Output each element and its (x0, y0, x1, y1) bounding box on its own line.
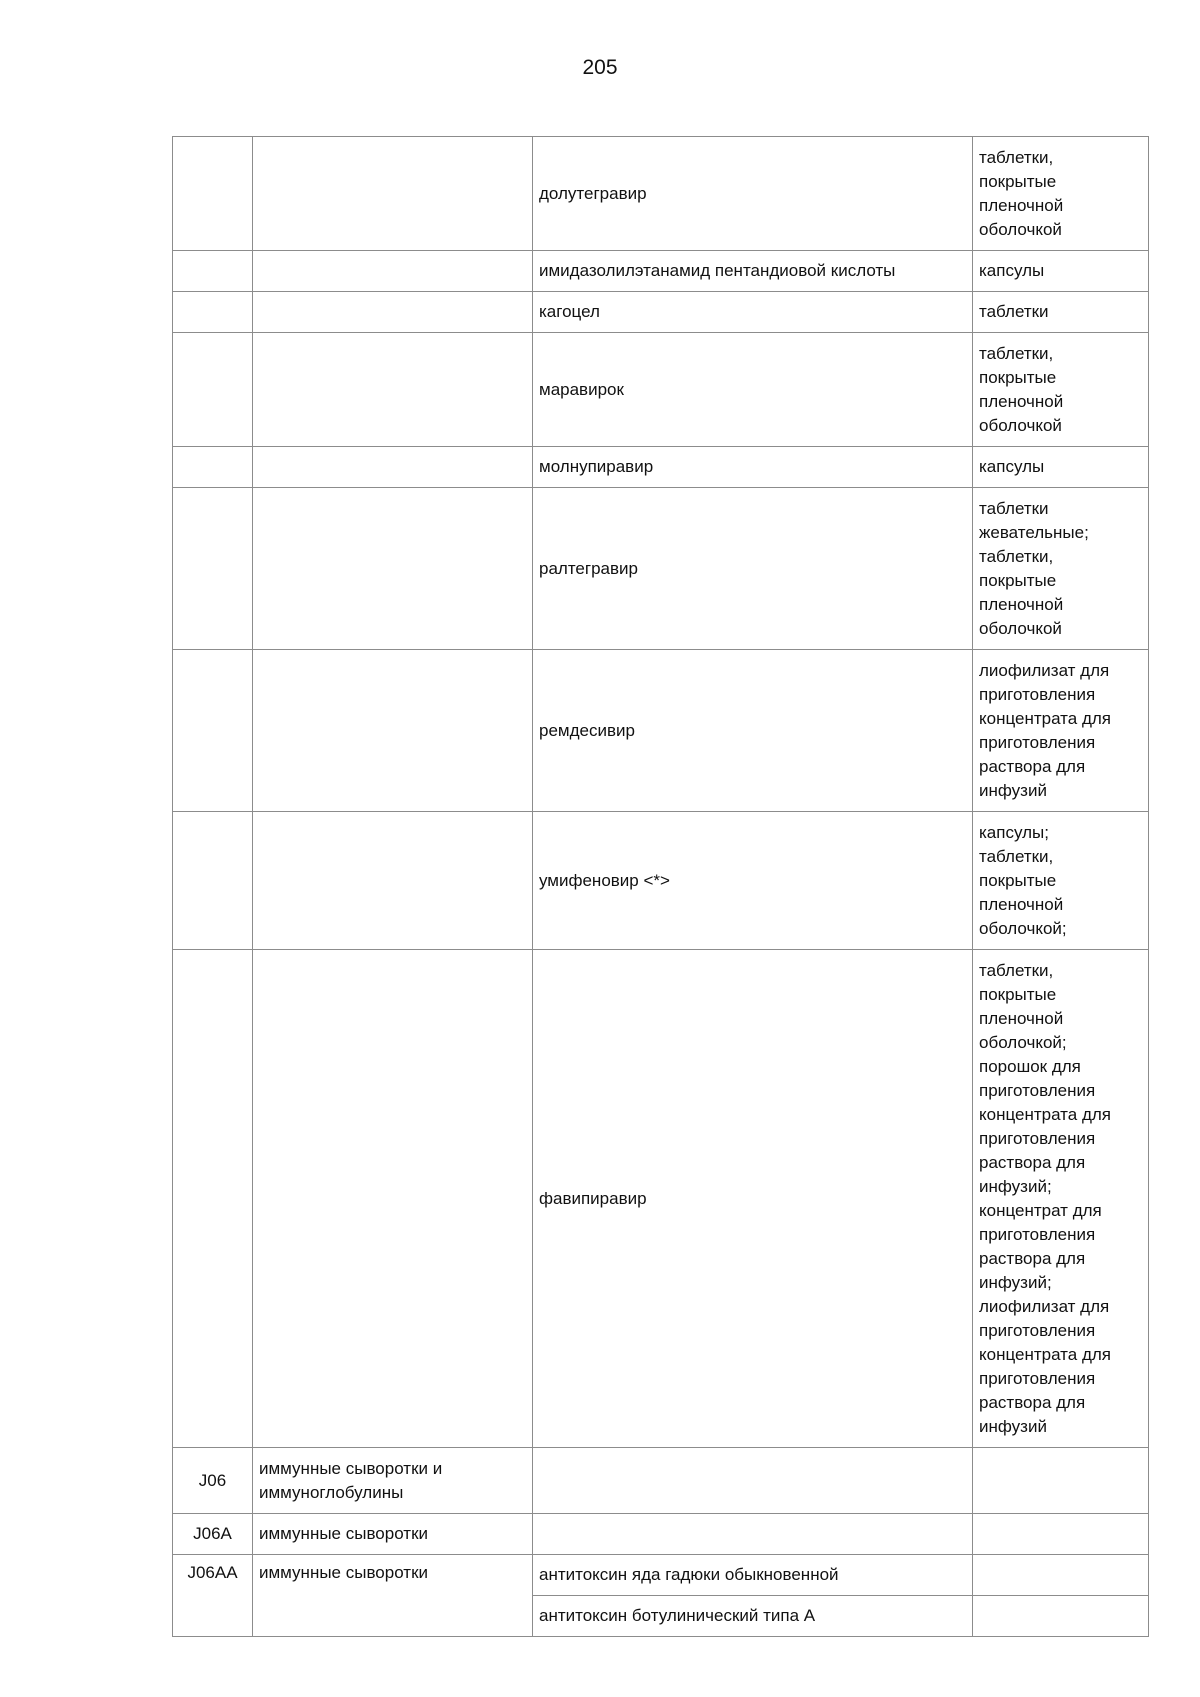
drug-name-cell: имидазолилэтанамид пентандиовой кислоты (533, 251, 973, 292)
dosage-form-cell (973, 137, 1149, 251)
drug-name-cell: маравирок (533, 333, 973, 447)
drug-name-cell: долутегравир (533, 137, 973, 251)
dosage-form-line: оболочкой; (979, 918, 1067, 938)
dosage-form-line: инфузий; (979, 1272, 1052, 1292)
table-row (173, 488, 1149, 650)
group-cell (253, 447, 533, 488)
dosage-form-cell (973, 292, 1149, 333)
dosage-form-line: лиофилизат для (979, 1296, 1110, 1316)
dosage-form-line: покрытые (979, 570, 1057, 590)
dosage-form-line: таблетки, (979, 846, 1054, 866)
dosage-form-line: покрытые (979, 171, 1057, 191)
drug-name-cell: фавипиравир (533, 950, 973, 1448)
dosage-form-line: приготовления (979, 1224, 1096, 1244)
drug-name-cell: антитоксин яда гадюки обыкновенной (533, 1555, 973, 1596)
drug-name-cell: антитоксин ботулинический типа A (533, 1596, 973, 1637)
group-cell (253, 950, 533, 1448)
atc-code-cell (173, 251, 253, 292)
dosage-form-line: раствора для (979, 1152, 1086, 1172)
atc-code-cell (173, 447, 253, 488)
table-row (173, 650, 1149, 812)
table-row (173, 137, 1149, 251)
group-line: иммуноглобулины (259, 1482, 404, 1502)
dosage-form-line: таблетки, (979, 960, 1054, 980)
dosage-form-line: капсулы (979, 261, 1045, 280)
table-row (173, 333, 1149, 447)
dosage-form-line: приготовления (979, 1080, 1096, 1100)
drug-name-cell: ремдесивир (533, 650, 973, 812)
medication-table-body (173, 137, 1149, 1637)
dosage-form-line: пленочной (979, 391, 1064, 411)
atc-code-cell (173, 137, 253, 251)
atc-code-cell: J06A (173, 1514, 253, 1555)
medication-table (172, 136, 1149, 1637)
dosage-form-line: покрытые (979, 870, 1057, 890)
dosage-form-line: лиофилизат для (979, 660, 1110, 680)
dosage-form-line: таблетки (979, 498, 1049, 518)
dosage-form-cell (973, 1596, 1149, 1637)
dosage-form-line: раствора для (979, 756, 1086, 776)
dosage-form-line: приготовления (979, 1368, 1096, 1388)
drug-name-cell (533, 1514, 973, 1555)
table-row (173, 447, 1149, 488)
group-cell (253, 292, 533, 333)
group-cell (253, 137, 533, 251)
dosage-form-line: таблетки, (979, 546, 1054, 566)
table-row (173, 1555, 1149, 1596)
dosage-form-cell (973, 950, 1149, 1448)
group-cell (253, 812, 533, 950)
dosage-form-line: покрытые (979, 367, 1057, 387)
dosage-form-cell (973, 812, 1149, 950)
group-cell: иммунные сыворотки (253, 1555, 533, 1637)
atc-code-cell (173, 812, 253, 950)
dosage-form-line: концентрат для (979, 1200, 1102, 1220)
atc-code-cell (173, 292, 253, 333)
dosage-form-line: приготовления (979, 684, 1096, 704)
dosage-form-line: капсулы (979, 457, 1045, 476)
dosage-form-line: оболочкой; (979, 1032, 1067, 1052)
dosage-form-line: жевательные; (979, 522, 1089, 542)
drug-name-cell: кагоцел (533, 292, 973, 333)
dosage-form-cell (973, 650, 1149, 812)
dosage-form-line: концентрата для (979, 708, 1111, 728)
dosage-form-cell (973, 447, 1149, 488)
atc-code-cell: J06AA (173, 1555, 253, 1637)
table-row (173, 1448, 1149, 1514)
atc-code-cell: J06 (173, 1448, 253, 1514)
dosage-form-line: пленочной (979, 1008, 1064, 1028)
group-cell (253, 1514, 533, 1555)
atc-code-cell (173, 488, 253, 650)
group-line: иммунные сыворотки (259, 1524, 429, 1543)
group-cell (253, 251, 533, 292)
dosage-form-line: пленочной (979, 594, 1064, 614)
dosage-form-cell (973, 1448, 1149, 1514)
dosage-form-line: раствора для (979, 1392, 1086, 1412)
dosage-form-line: оболочкой (979, 618, 1062, 638)
dosage-form-line: оболочкой (979, 415, 1062, 435)
dosage-form-cell (973, 333, 1149, 447)
dosage-form-line: капсулы; (979, 822, 1049, 842)
drug-name-cell: умифеновир <*> (533, 812, 973, 950)
dosage-form-line: таблетки, (979, 343, 1054, 363)
dosage-form-cell (973, 1514, 1149, 1555)
dosage-form-line: оболочкой (979, 219, 1062, 239)
table-row (173, 292, 1149, 333)
dosage-form-line: покрытые (979, 984, 1057, 1004)
dosage-form-line: таблетки (979, 302, 1049, 321)
dosage-form-line: приготовления (979, 732, 1096, 752)
dosage-form-line: приготовления (979, 1320, 1096, 1340)
group-cell (253, 333, 533, 447)
dosage-form-line: таблетки, (979, 147, 1054, 167)
dosage-form-line: пленочной (979, 894, 1064, 914)
group-cell (253, 488, 533, 650)
dosage-form-line: порошок для (979, 1056, 1081, 1076)
group-cell (253, 1448, 533, 1514)
dosage-form-cell (973, 251, 1149, 292)
group-line: иммунные сыворотки и (259, 1458, 443, 1478)
atc-code-cell (173, 950, 253, 1448)
drug-name-cell: ралтегравир (533, 488, 973, 650)
dosage-form-line: инфузий (979, 1416, 1047, 1436)
atc-code-cell (173, 333, 253, 447)
dosage-form-line: инфузий (979, 780, 1047, 800)
table-row (173, 1514, 1149, 1555)
table-row (173, 950, 1149, 1448)
table-row (173, 251, 1149, 292)
dosage-form-cell (973, 1555, 1149, 1596)
page-number: 205 (582, 56, 618, 79)
drug-name-cell (533, 1448, 973, 1514)
dosage-form-line: пленочной (979, 195, 1064, 215)
table-row (173, 812, 1149, 950)
dosage-form-line: раствора для (979, 1248, 1086, 1268)
group-cell (253, 650, 533, 812)
dosage-form-line: концентрата для (979, 1344, 1111, 1364)
drug-name-cell: молнупиравир (533, 447, 973, 488)
dosage-form-cell (973, 488, 1149, 650)
dosage-form-line: приготовления (979, 1128, 1096, 1148)
atc-code-cell (173, 650, 253, 812)
dosage-form-line: концентрата для (979, 1104, 1111, 1124)
dosage-form-line: инфузий; (979, 1176, 1052, 1196)
